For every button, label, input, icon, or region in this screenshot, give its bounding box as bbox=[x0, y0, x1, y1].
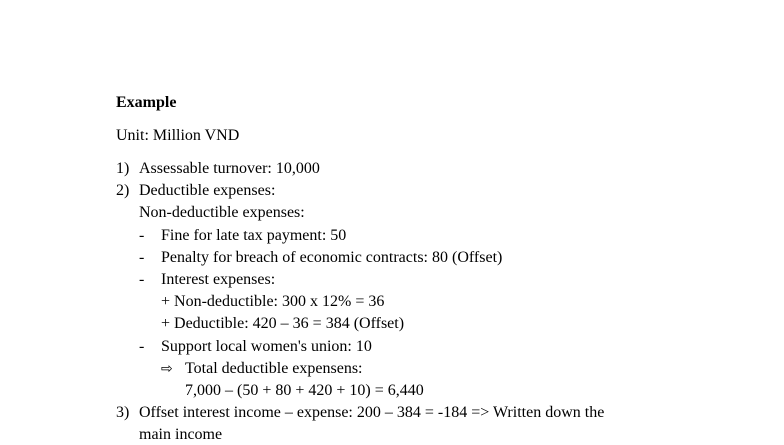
item-3-text-line1: Offset interest income – expense: 200 – 384 = -184 => Written down the bbox=[139, 404, 605, 421]
sub-non-deductible: + Non-deductible: 300 x 12% = 36 bbox=[161, 293, 385, 310]
non-deductible-heading: Non-deductible expenses: bbox=[139, 204, 305, 221]
bullet-fine: Fine for late tax payment: 50 bbox=[161, 227, 347, 244]
item-1-text: Assessable turnover: 10,000 bbox=[139, 160, 320, 177]
item-3-text-line2: main income bbox=[139, 426, 223, 443]
bullet-marker: - bbox=[139, 271, 145, 288]
bullet-marker: - bbox=[139, 249, 145, 266]
bullet-marker: - bbox=[139, 338, 145, 355]
item-2-text: Deductible expenses: bbox=[139, 182, 276, 199]
unit-label: Unit: Million VND bbox=[116, 127, 240, 144]
bullet-support: Support local women's union: 10 bbox=[161, 338, 372, 355]
bullet-penalty: Penalty for breach of economic contracts: 80 (Offset) bbox=[161, 249, 503, 266]
document-title: Example bbox=[116, 94, 177, 111]
bullet-marker: - bbox=[139, 227, 145, 244]
bullet-interest: Interest expenses: bbox=[161, 271, 276, 288]
item-2-number: 2) bbox=[116, 182, 130, 199]
item-3-number: 3) bbox=[116, 404, 130, 421]
arrow-right-icon: ⇨ bbox=[161, 361, 173, 377]
item-1-number: 1) bbox=[116, 160, 130, 177]
sub-deductible: + Deductible: 420 – 36 = 384 (Offset) bbox=[161, 315, 405, 332]
total-calculation: 7,000 – (50 + 80 + 420 + 10) = 6,440 bbox=[185, 382, 424, 399]
total-label: Total deductible expensens: bbox=[185, 360, 363, 377]
